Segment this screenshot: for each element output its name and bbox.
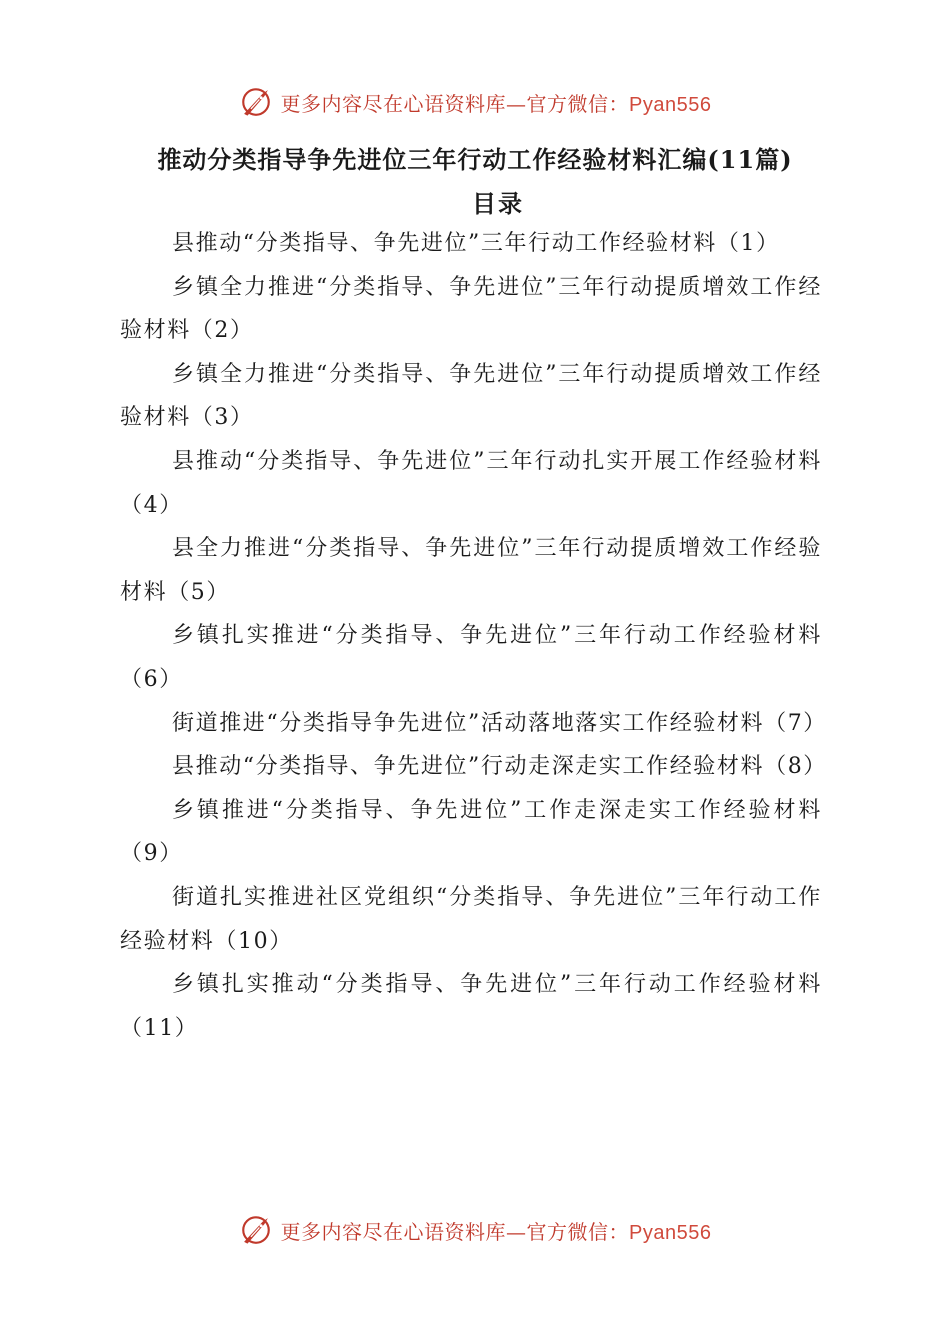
wechat-id: Pyan556	[629, 1221, 712, 1244]
toc-item: 乡镇全力推进“分类指导、争先进位”三年行动提质增效工作经验材料（3）	[120, 361, 822, 431]
watermark-banner-top	[0, 82, 950, 122]
watermark-banner-bottom	[0, 1210, 950, 1250]
wechat-id: Pyan556	[629, 93, 712, 116]
pen-nib-logo-icon	[239, 85, 273, 119]
watermark-text: 更多内容尽在心语资料库—官方微信：Pyan556	[280, 1219, 712, 1244]
toc-item: 乡镇全力推进“分类指导、争先进位”三年行动提质增效工作经验材料（2）	[120, 274, 822, 344]
watermark-text: 更多内容尽在心语资料库—官方微信：Pyan556	[280, 91, 712, 116]
toc-item: 县全力推进“分类指导、争先进位”三年行动提质增效工作经验材料（5）	[120, 536, 822, 605]
toc-item: 乡镇推进“分类指导、争先进位”工作走深走实工作经验材料（9）	[120, 797, 822, 867]
toc-item: 乡镇扎实推动“分类指导、争先进位”三年行动工作经验材料（11）	[120, 972, 822, 1041]
document-title: 推动分类指导争先进位三年行动工作经验材料汇编(11篇)	[157, 145, 793, 174]
table-of-contents	[120, 222, 827, 1050]
toc-heading: 目录	[472, 189, 524, 218]
toc-item: 乡镇扎实推进“分类指导、争先进位”三年行动工作经验材料（6）	[120, 623, 822, 692]
toc-item: 街道扎实推进社区党组织“分类指导、争先进位”三年行动工作经验材料（10）	[120, 884, 822, 954]
toc-item: 县推动“分类指导、争先进位”行动走深走实工作经验材料（8）	[172, 754, 827, 780]
toc-item: 县推动“分类指导、争先进位”三年行动扎实开展工作经验材料（4）	[120, 448, 822, 518]
pen-nib-logo-icon	[239, 1213, 273, 1247]
toc-item: 街道推进“分类指导争先进位”活动落地落实工作经验材料（7）	[172, 710, 827, 736]
toc-item: 县推动“分类指导、争先进位”三年行动工作经验材料（1）	[172, 231, 780, 256]
